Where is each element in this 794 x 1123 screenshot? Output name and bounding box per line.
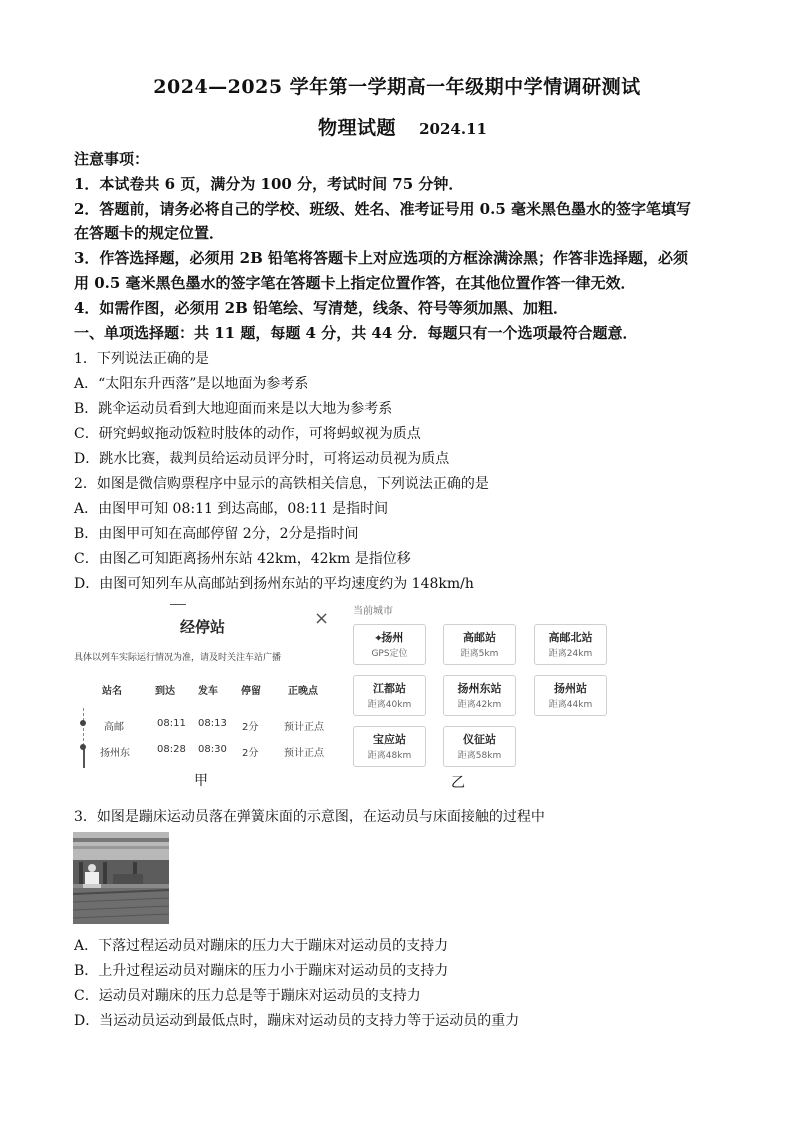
station-card <box>353 624 426 665</box>
station-name: 扬州东站 <box>457 682 502 695</box>
station-name <box>354 629 425 645</box>
exam-date: 2024.11 <box>419 120 487 138</box>
station-card <box>353 726 426 767</box>
col-header: 停留 <box>241 686 261 697</box>
notice-heading: 注意事项： <box>74 150 150 168</box>
cell: 08:13 <box>198 718 227 729</box>
cell: 08:28 <box>157 744 186 755</box>
cell: 预计正点 <box>284 722 324 733</box>
stop-dot-icon <box>80 744 86 750</box>
stop-dot-icon <box>80 720 86 726</box>
notice-item: 用 0.5 毫米黑色墨水的签字笔在答题卡上指定位置作答，在其他位置作答一律无效． <box>74 274 636 292</box>
cell: 2分 <box>242 748 259 759</box>
col-header: 站名 <box>102 686 122 697</box>
question-stem: 1．下列说法正确的是 <box>74 351 209 367</box>
station-distance: 距离44km <box>548 700 593 710</box>
station-distance: 距离58km <box>457 751 502 761</box>
notice-item: 4．如需作图，必须用 2B 铅笔绘、写清楚，线条、符号等须加黑、加粗． <box>74 299 568 317</box>
station-name: 江都站 <box>373 682 406 695</box>
station-card <box>534 675 607 716</box>
option: A．“太阳东升西落”是以地面为参考系 <box>74 376 309 392</box>
city-label: 当前城市 <box>353 606 393 617</box>
subtitle-row <box>318 113 487 140</box>
exam-subject: 物理试题 <box>318 117 397 139</box>
figure-label: 乙 <box>451 775 465 791</box>
col-header: 发车 <box>198 686 218 697</box>
option: D．跳水比赛，裁判员给运动员评分时，可将运动员视为质点 <box>74 451 450 467</box>
cell: 预计正点 <box>284 748 324 759</box>
option: A．下落过程运动员对蹦床的压力大于蹦床对运动员的支持力 <box>74 938 449 954</box>
exam-title: 2024—2025 学年第一学期高一年级期中学情调研测试 <box>153 76 641 98</box>
col-header: 正晚点 <box>288 686 318 697</box>
option: B．由图甲可知在高邮停留 2分，2分是指时间 <box>74 526 359 542</box>
notice-item: 1．本试卷共 6 页，满分为 100 分，考试时间 75 分钟． <box>74 175 464 193</box>
cell: 08:11 <box>157 718 186 729</box>
figure-yi <box>352 602 622 792</box>
cell: 2分 <box>242 722 259 733</box>
cell: 高邮 <box>104 722 124 733</box>
figure-jia <box>74 602 339 792</box>
station-name-text: 扬州 <box>381 631 404 644</box>
station-card <box>443 726 516 767</box>
station-distance: 距离48km <box>367 751 412 761</box>
cell: 08:30 <box>198 744 227 755</box>
station-name: 宝应站 <box>373 733 406 746</box>
question-stem: 2．如图是微信购票程序中显示的高铁相关信息，下列说法正确的是 <box>74 476 489 492</box>
station-name: 高邮站 <box>463 631 496 644</box>
question-stem: 3．如图是蹦床运动员落在弹簧床面的示意图，在运动员与床面接触的过程中 <box>74 809 545 825</box>
station-distance: 距离40km <box>367 700 412 710</box>
section-heading: 一、单项选择题：共 11 题，每题 4 分，共 44 分．每题只有一个选项最符合题意． <box>74 324 638 342</box>
option: B．上升过程运动员对蹦床的压力小于蹦床对运动员的支持力 <box>74 963 449 979</box>
trampoline-photo <box>73 832 169 924</box>
station-distance: 距离24km <box>548 649 593 659</box>
option: C．由图乙可知距离扬州东站 42km，42km 是指位移 <box>74 551 411 567</box>
station-name: 扬州站 <box>554 682 587 695</box>
station-distance: 距离5km <box>460 649 499 659</box>
station-name: 仪征站 <box>463 733 496 746</box>
station-name: 高邮北站 <box>548 631 593 644</box>
station-card <box>353 675 426 716</box>
option: D．当运动员运动到最低点时，蹦床对运动员的支持力等于运动员的重力 <box>74 1013 520 1029</box>
option: B．跳伞运动员看到大地迎面而来是以大地为参考系 <box>74 401 393 417</box>
cell: 扬州东 <box>100 748 130 759</box>
notice-item: 3．作答选择题，必须用 2B 铅笔将答题卡上对应选项的方框涂满涂黑；作答非选择题，必须 <box>74 249 689 267</box>
notice-item: 2．答题前，请务必将自己的学校、班级、姓名、准考证号用 0.5 毫米黑色墨水的签字笔填写 <box>74 200 691 218</box>
figure-jia-title: 经停站 <box>180 618 226 636</box>
option: C．运动员对蹦床的压力总是等于蹦床对运动员的支持力 <box>74 988 421 1004</box>
station-distance: GPS定位 <box>371 649 408 659</box>
station-card <box>443 675 516 716</box>
station-card <box>443 624 516 665</box>
station-distance: 距离42km <box>457 700 502 710</box>
option: A．由图甲可知 08:11 到达高邮，08:11 是指时间 <box>74 501 389 517</box>
figure-label: 甲 <box>194 773 208 789</box>
option: C．研究蚂蚁拖动饭粒时肢体的动作，可将蚂蚁视为质点 <box>74 426 421 442</box>
option: D．由图可知列车从高邮站到扬州东站的平均速度约为 148km/h <box>74 576 474 592</box>
col-header: 到达 <box>155 686 175 697</box>
figure-jia-note: 具体以列车实际运行情况为准，请及时关注车站广播 <box>74 653 282 663</box>
location-pin-icon: ⌖ <box>375 633 382 644</box>
notice-item: 在答题卡的规定位置． <box>74 224 225 242</box>
close-icon: × <box>314 608 330 629</box>
drag-handle <box>170 604 186 605</box>
station-card <box>534 624 607 665</box>
